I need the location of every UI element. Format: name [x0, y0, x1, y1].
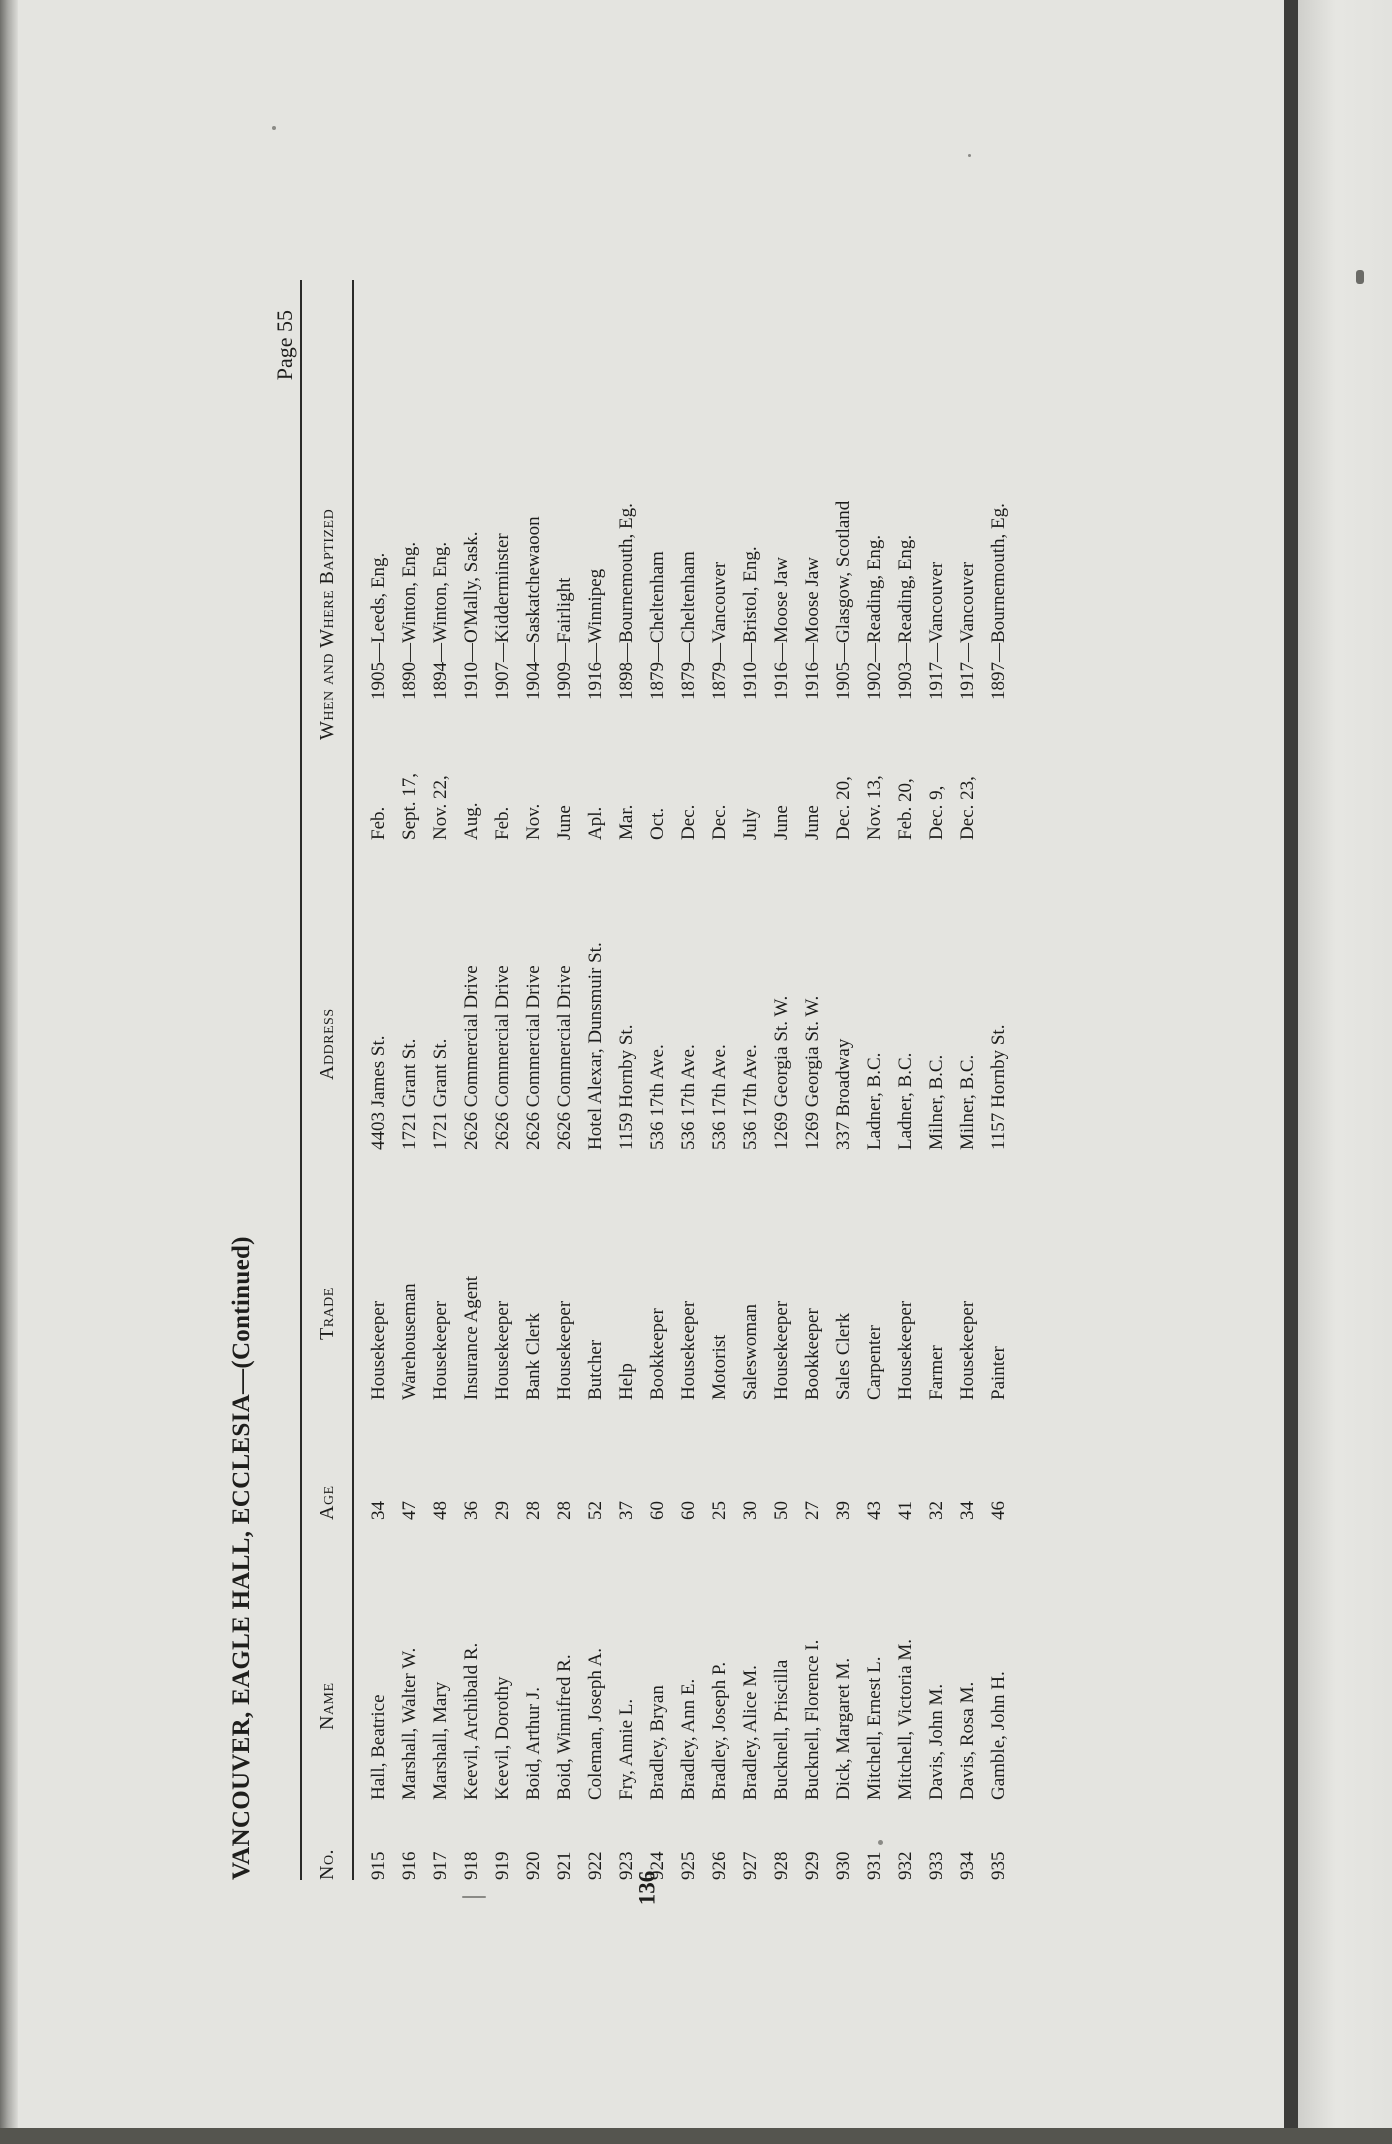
entry-trade: Housekeeper	[895, 1300, 916, 1400]
entry-number: 930	[833, 1851, 854, 1880]
entry-name: Coleman, Joseph A.	[585, 1648, 606, 1800]
entry-name: Mitchell, Ernest L.	[864, 1656, 885, 1800]
entry-baptism-date: Oct.	[647, 807, 668, 840]
header-rule-top	[300, 280, 302, 1880]
table-row	[368, 280, 399, 1880]
entry-baptism-year-place: 1909—Fairlight	[554, 577, 575, 700]
entry-trade: Housekeeper	[430, 1300, 451, 1400]
entry-address: 1157 Hornby St.	[988, 1024, 1009, 1150]
entry-trade: Warehouseman	[399, 1283, 420, 1400]
entry-trade: Farmer	[926, 1345, 947, 1400]
entry-address: Milner, B.C.	[926, 1054, 947, 1150]
entry-address: 2626 Commercial Drive	[461, 965, 482, 1150]
entry-baptism-date: June	[802, 805, 823, 840]
table-row	[740, 280, 771, 1880]
entry-name: Dick, Margaret M.	[833, 1657, 854, 1800]
column-header-address: Address	[316, 1008, 338, 1080]
entry-address: Milner, B.C.	[957, 1054, 978, 1150]
column-header-when-where: When and Where Baptized	[316, 508, 338, 740]
entry-address: 2626 Commercial Drive	[492, 965, 513, 1150]
entry-name: Bradley, Alice M.	[740, 1665, 761, 1800]
entry-baptism-date: Dec. 23,	[957, 776, 978, 840]
table-row	[616, 280, 647, 1880]
entry-baptism-year-place: 1904—Saskatchewaoon	[523, 516, 544, 700]
entry-number: 919	[492, 1851, 513, 1880]
dust-speck	[462, 1896, 486, 1898]
entry-baptism-year-place: 1916—Moose Jaw	[771, 556, 792, 700]
entry-number: 921	[554, 1851, 575, 1880]
table-row	[430, 280, 461, 1880]
table-row	[771, 280, 802, 1880]
rotated-register-page	[228, 280, 1128, 1880]
table-row	[895, 280, 926, 1880]
entry-baptism-date: Feb.	[492, 806, 513, 840]
table-row	[864, 280, 895, 1880]
table-row	[988, 280, 1019, 1880]
entry-address: 337 Broadway	[833, 1038, 854, 1150]
entry-age: 25	[709, 1501, 730, 1520]
entry-number: 932	[895, 1851, 916, 1880]
entry-baptism-date: Nov.	[523, 803, 544, 840]
entry-name: Bucknell, Priscilla	[771, 1659, 792, 1800]
entry-age: 47	[399, 1501, 420, 1520]
entry-baptism-year-place: 1894—Winton, Eng.	[430, 541, 451, 700]
entry-address: 1721 Grant St.	[430, 1038, 451, 1150]
entry-baptism-year-place: 1879—Cheltenham	[647, 551, 668, 700]
entry-baptism-date: Nov. 13,	[864, 775, 885, 840]
table-row	[461, 280, 492, 1880]
entry-age: 39	[833, 1501, 854, 1520]
entry-age: 27	[802, 1501, 823, 1520]
adjacent-page-edge	[1298, 0, 1392, 2144]
entry-trade: Housekeeper	[368, 1300, 389, 1400]
entry-baptism-date: Dec. 9,	[926, 785, 947, 840]
table-row	[523, 280, 554, 1880]
entry-number: 927	[740, 1851, 761, 1880]
entry-name: Bradley, Bryan	[647, 1685, 668, 1800]
entry-name: Fry, Annie L.	[616, 1698, 637, 1800]
entry-name: Keevil, Dorothy	[492, 1676, 513, 1800]
table-row	[585, 280, 616, 1880]
entry-baptism-date: Mar.	[616, 804, 637, 840]
entry-name: Davis, John M.	[926, 1683, 947, 1800]
entry-age: 36	[461, 1501, 482, 1520]
entry-baptism-year-place: 1916—Winnipeg	[585, 568, 606, 700]
entry-baptism-date: Dec.	[709, 804, 730, 840]
table-row	[957, 280, 988, 1880]
entry-trade: Insurance Agent	[461, 1276, 482, 1400]
entry-baptism-date: June	[554, 805, 575, 840]
entry-age: 43	[864, 1501, 885, 1520]
entry-trade: Bank Clerk	[523, 1312, 544, 1400]
entry-baptism-year-place: 1910—Bristol, Eng.	[740, 546, 761, 700]
column-header-name: Name	[316, 1682, 338, 1730]
entry-address: 1159 Hornby St.	[616, 1024, 637, 1150]
entry-number: 929	[802, 1851, 823, 1880]
entry-baptism-year-place: 1902—Reading, Eng.	[864, 534, 885, 700]
page-title: VANCOUVER, EAGLE HALL, ECCLESIA—(Continued)	[228, 1236, 255, 1880]
entry-age: 60	[678, 1501, 699, 1520]
entry-trade: Butcher	[585, 1339, 606, 1400]
entry-trade: Motorist	[709, 1334, 730, 1400]
entry-trade: Sales Clerk	[833, 1312, 854, 1400]
entry-trade: Housekeeper	[678, 1300, 699, 1400]
entry-baptism-year-place: 1890—Winton, Eng.	[399, 541, 420, 700]
column-header-age: Age	[316, 1485, 338, 1520]
entry-name: Boid, Arthur J.	[523, 1687, 544, 1800]
book-spine-edge	[1284, 0, 1298, 2144]
entry-baptism-year-place: 1879—Cheltenham	[678, 551, 699, 700]
entry-age: 37	[616, 1501, 637, 1520]
table-row	[492, 280, 523, 1880]
entry-address: 1721 Grant St.	[399, 1038, 420, 1150]
table-row	[399, 280, 430, 1880]
entry-trade: Carpenter	[864, 1325, 885, 1400]
entry-baptism-year-place: 1903—Reading, Eng.	[895, 534, 916, 700]
entry-number: 916	[399, 1851, 420, 1880]
entry-baptism-date: Feb. 20,	[895, 778, 916, 840]
entry-number: 918	[461, 1851, 482, 1880]
entry-address: 1269 Georgia St. W.	[802, 995, 823, 1150]
entry-age: 50	[771, 1501, 792, 1520]
entry-trade: Housekeeper	[957, 1300, 978, 1400]
table-row	[647, 280, 678, 1880]
entry-name: Marshall, Walter W.	[399, 1647, 420, 1800]
entry-address: 536 17th Ave.	[740, 1044, 761, 1150]
entry-trade: Bookkeeper	[647, 1308, 668, 1400]
entry-address: 536 17th Ave.	[678, 1044, 699, 1150]
entry-age: 28	[523, 1501, 544, 1520]
table-row	[678, 280, 709, 1880]
entry-baptism-date: Nov. 22,	[430, 775, 451, 840]
entry-age: 34	[957, 1501, 978, 1520]
table-row	[802, 280, 833, 1880]
entry-address: 2626 Commercial Drive	[554, 965, 575, 1150]
dust-speck	[272, 126, 276, 130]
entry-age: 41	[895, 1501, 916, 1520]
entry-baptism-year-place: 1898—Bournemouth, Eg.	[616, 503, 637, 700]
entry-baptism-year-place: 1907—Kidderminster	[492, 533, 513, 700]
entry-age: 28	[554, 1501, 575, 1520]
entry-address: 4403 James St.	[368, 1035, 389, 1150]
entry-baptism-date: June	[771, 805, 792, 840]
entry-age: 60	[647, 1501, 668, 1520]
entry-name: Marshall, Mary	[430, 1681, 451, 1800]
entry-name: Keevil, Archibald R.	[461, 1642, 482, 1800]
entry-age: 52	[585, 1501, 606, 1520]
entry-address: Hotel Alexar, Dunsmuir St.	[585, 942, 606, 1150]
entry-baptism-year-place: 1917—Vancouver	[957, 561, 978, 700]
table-row	[926, 280, 957, 1880]
entry-age: 48	[430, 1501, 451, 1520]
entry-age: 46	[988, 1501, 1009, 1520]
table-row	[554, 280, 585, 1880]
entry-number: 923	[616, 1851, 637, 1880]
binding-shadow	[0, 0, 18, 2144]
dust-speck	[1356, 270, 1364, 284]
entry-baptism-year-place: 1910—O'Mally, Sask.	[461, 531, 482, 700]
entry-baptism-date: Dec.	[678, 804, 699, 840]
entry-age: 34	[368, 1501, 389, 1520]
header-rule-bottom	[352, 280, 354, 1880]
entry-baptism-year-place: 1905—Glasgow, Scotland	[833, 500, 854, 700]
entry-address: 1269 Georgia St. W.	[771, 995, 792, 1150]
entry-number: 915	[368, 1851, 389, 1880]
entry-address: Ladner, B.C.	[864, 1052, 885, 1150]
entry-number: 928	[771, 1851, 792, 1880]
bottom-edge	[0, 2128, 1392, 2144]
entry-number: 920	[523, 1851, 544, 1880]
entry-baptism-date: July	[740, 808, 761, 840]
entry-address: 536 17th Ave.	[647, 1044, 668, 1150]
entry-name: Boid, Winnifred R.	[554, 1654, 575, 1800]
column-header-no: No.	[316, 1848, 338, 1880]
page-number: 136	[634, 1870, 660, 1906]
entry-address: 536 17th Ave.	[709, 1044, 730, 1150]
entry-number: 935	[988, 1851, 1009, 1880]
entry-baptism-date: Feb.	[368, 806, 389, 840]
entry-baptism-year-place: 1917—Vancouver	[926, 561, 947, 700]
entry-baptism-year-place: 1897—Bournemouth, Eg.	[988, 503, 1009, 700]
entry-number: 934	[957, 1851, 978, 1880]
dust-speck	[968, 154, 971, 157]
entry-baptism-year-place: 1879—Vancouver	[709, 561, 730, 700]
column-header-trade: Trade	[316, 1287, 338, 1340]
entry-trade: Saleswoman	[740, 1303, 761, 1400]
entry-address: 2626 Commercial Drive	[523, 965, 544, 1150]
entry-age: 29	[492, 1501, 513, 1520]
entry-baptism-date: Sept. 17,	[399, 772, 420, 840]
table-row	[709, 280, 740, 1880]
register-table-body	[368, 280, 1019, 1880]
entry-age: 30	[740, 1501, 761, 1520]
entry-name: Mitchell, Victoria M.	[895, 1638, 916, 1800]
entry-address: Ladner, B.C.	[895, 1052, 916, 1150]
entry-name: Bradley, Joseph P.	[709, 1661, 730, 1800]
entry-number: 924	[647, 1851, 668, 1880]
entry-age: 32	[926, 1501, 947, 1520]
entry-trade: Bookkeeper	[802, 1308, 823, 1400]
entry-number: 933	[926, 1851, 947, 1880]
entry-trade: Help	[616, 1363, 637, 1400]
entry-baptism-year-place: 1905—Leeds, Eng.	[368, 552, 389, 700]
entry-baptism-date: Apl.	[585, 806, 606, 840]
page-label: Page 55	[272, 310, 297, 381]
entry-number: 925	[678, 1851, 699, 1880]
entry-baptism-date: Dec. 20,	[833, 776, 854, 840]
entry-name: Gamble, John H.	[988, 1671, 1009, 1800]
entry-number: 926	[709, 1851, 730, 1880]
entry-trade: Housekeeper	[492, 1300, 513, 1400]
entry-number: 917	[430, 1851, 451, 1880]
entry-trade: Painter	[988, 1346, 1009, 1400]
entry-trade: Housekeeper	[771, 1300, 792, 1400]
entry-trade: Housekeeper	[554, 1300, 575, 1400]
entry-number: 922	[585, 1851, 606, 1880]
entry-name: Hall, Beatrice	[368, 1694, 389, 1800]
entry-name: Bucknell, Florence I.	[802, 1639, 823, 1800]
entry-baptism-date: Aug.	[461, 802, 482, 840]
entry-baptism-year-place: 1916—Moose Jaw	[802, 556, 823, 700]
entry-number: 931	[864, 1851, 885, 1880]
entry-name: Bradley, Ann E.	[678, 1678, 699, 1800]
table-row	[833, 280, 864, 1880]
entry-name: Davis, Rosa M.	[957, 1681, 978, 1800]
